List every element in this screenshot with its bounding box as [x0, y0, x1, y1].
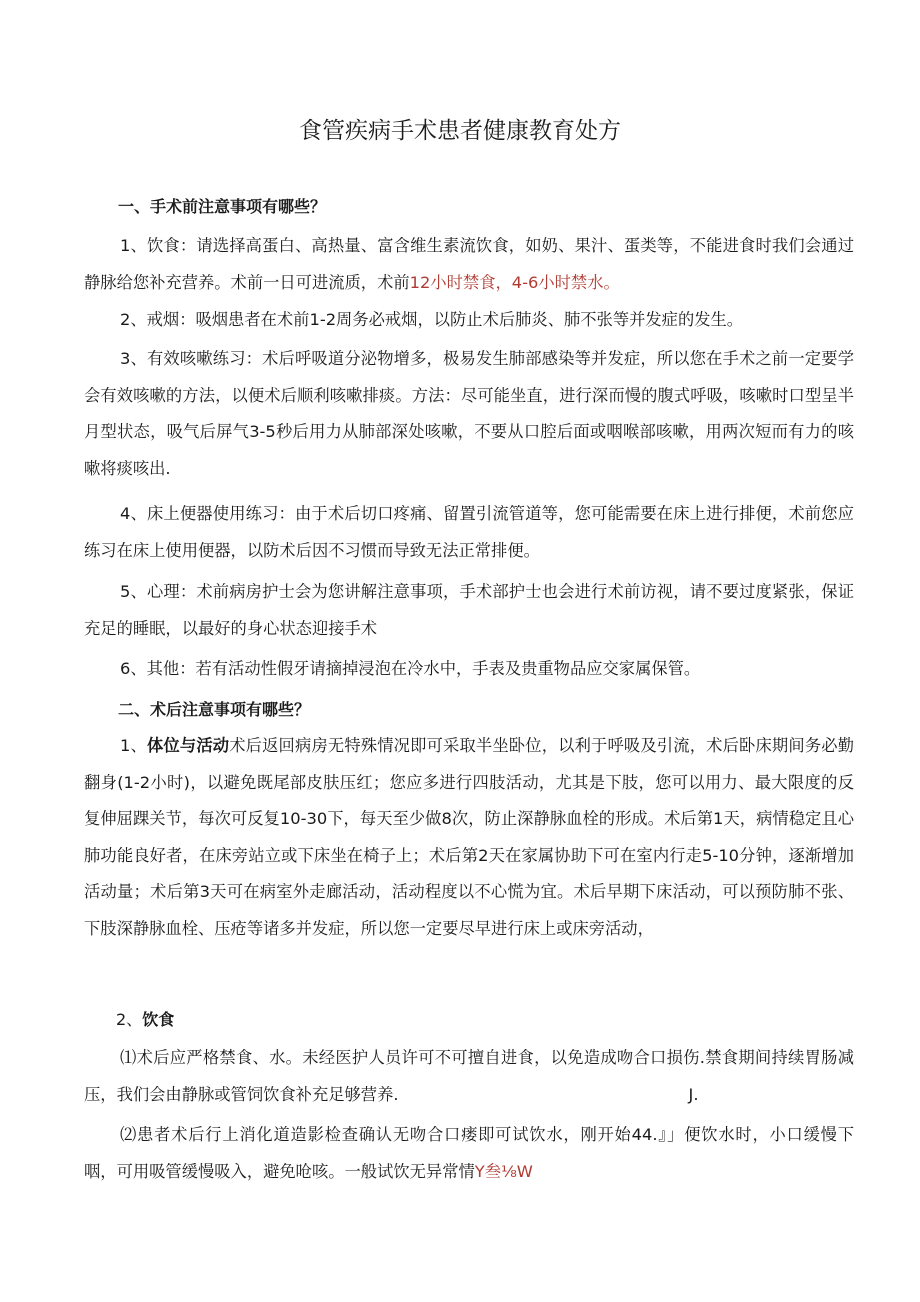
post-op-item-diet-heading	[116, 1007, 174, 1030]
pre-op-item-bedpan-prefix: 4、床上便器使用练习：	[120, 504, 295, 523]
post-op-item-position	[84, 728, 854, 947]
post-op-diet-sub2-highlight: Y叁⅛W	[474, 1161, 533, 1181]
pre-op-item-cough	[84, 341, 854, 487]
pre-op-item-smoking-prefix: 2、戒烟：	[120, 310, 196, 329]
post-op-diet-sub2-text: ⑵患者术后行上消化道造影检查确认无吻合口瘘即可试饮水，刚开始44.』」便饮水时，小口缓慢下咽，可用吸管缓慢吸入，避免呛咳。一般试饮无异常情	[84, 1125, 854, 1181]
pre-op-item-diet	[84, 228, 854, 301]
post-op-item-position-title: 体位与活动	[146, 736, 230, 755]
post-op-item-diet-title: 饮食	[142, 1010, 175, 1029]
post-op-diet-sub1-tail: J.	[688, 1084, 699, 1104]
post-op-item-position-num: 1、	[120, 736, 147, 755]
pre-op-item-psychology-prefix: 5、心理：	[120, 582, 197, 601]
post-op-diet-sub1	[84, 1040, 854, 1113]
pre-op-item-diet-prefix: 1、饮食：	[120, 236, 197, 255]
pre-op-item-diet-text: 请选择高蛋白、高热量、富含维生素流饮食，如奶、果汁、蛋类等，不能进食时我们会通过静脉给您补充营养。术前一日可进流质，术前	[84, 236, 854, 292]
post-op-diet-sub2	[84, 1117, 854, 1190]
pre-op-item-cough-prefix: 3、有效咳嗽练习：	[120, 349, 263, 368]
post-op-diet-sub1-text: ⑴术后应严格禁食、水。未经医护人员许可不可擅自进食，以免造成吻合口损伤.禁食期间持续胃肠减压，我们会由静脉或管饲饮食补充足够营养.	[84, 1048, 854, 1104]
post-op-item-position-text: 术后返回病房无特殊情况即可采取半坐卧位，以利于呼吸及引流，术后卧床期间务必勤翻身(1-2小时)，以避免既尾部皮肤压红；您应多进行四肢活动，尤其是下肢，您可以用力、最大限度的反复伸屈踝关节，每次可反复10-30下，每天至少做8次，防止深静脉血栓的形成。术后第1天，病情稳定且心肺功能良好者，在床旁站立或下床坐在椅子上；术后第2天在家属协助下可在室内行走5-10分钟，逐渐增加活动量；术后第3天可在病室外走廊活动，活动程度以不心慌为宜。术后早期下床活动，可以预防肺不张、下肢深静脉血栓、压疮等诸多并发症，所以您一定要尽早进行床上或床旁活动，	[84, 736, 854, 938]
post-op-item-diet-num: 2、	[116, 1010, 143, 1029]
pre-op-item-bedpan-text: 由于术后切口疼痛、留置引流管道等，您可能需要在床上进行排便，术前您应练习在床上使用便器，以防术后因不习惯而导致无法正常排便。	[84, 504, 854, 560]
pre-op-item-smoking	[84, 302, 854, 339]
pre-op-item-bedpan	[84, 496, 854, 569]
pre-op-fasting-highlight: 12小时禁食，4-6小时禁水。	[409, 272, 620, 292]
pre-op-item-other-prefix: 6、其他：	[120, 659, 196, 678]
section1-heading: 一、手术前注意事项有哪些？	[118, 197, 327, 216]
page-title: 食管疾病手术患者健康教育处方	[299, 118, 621, 144]
section2-heading: 二、术后注意事项有哪些？	[118, 700, 311, 719]
pre-op-item-other-text: 若有活动性假牙请摘掉浸泡在冷水中，手表及贵重物品应交家属保管。	[195, 659, 701, 678]
pre-op-item-other	[84, 651, 854, 688]
pre-op-item-cough-text: 术后呼吸道分泌物增多，极易发生肺部感染等并发症，所以您在手术之前一定要学会有效咳嗽的方法，以便术后顺利咳嗽排痰。方法：尽可能坐直，进行深而慢的腹式呼吸，咳嗽时口型呈半月型状态，吸气后屏气3-5秒后用力从肺部深处咳嗽，不要从口腔后面或咽喉部咳嗽，用两次短而有力的咳嗽将痰咳出.	[84, 349, 854, 478]
pre-op-item-smoking-text: 吸烟患者在术前1-2周务必戒烟，以防止术后肺炎、肺不张等并发症的发生。	[195, 310, 744, 329]
pre-op-item-psychology-text: 术前病房护士会为您讲解注意事项，手术部护士也会进行术前访视，请不要过度紧张，保证充足的睡眠，以最好的身心状态迎接手术	[84, 582, 854, 638]
pre-op-item-psychology	[84, 574, 854, 647]
